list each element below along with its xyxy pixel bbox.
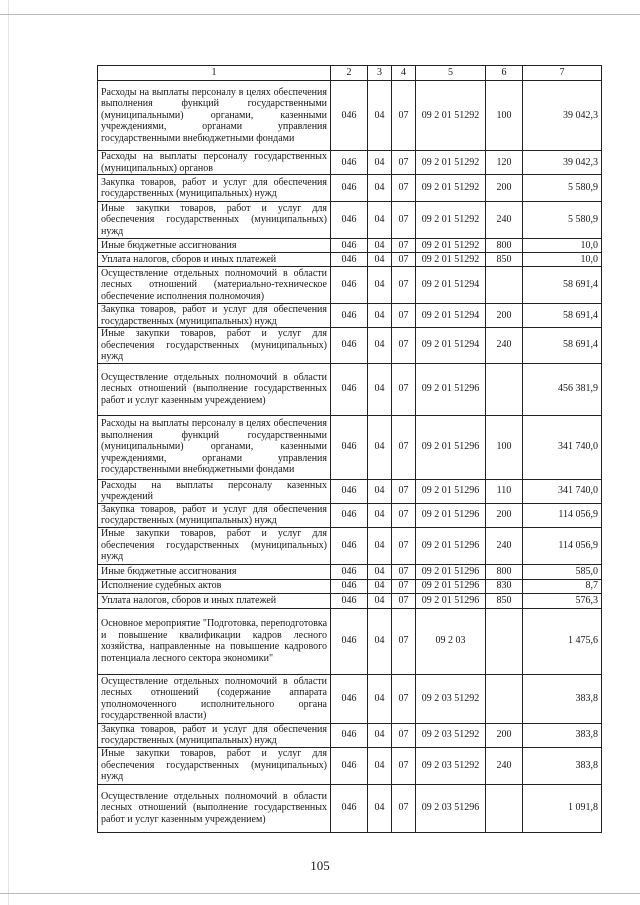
table-row	[98, 304, 602, 328]
row-expense-type	[486, 267, 523, 304]
row-target-article: 09 2 01 51296	[416, 479, 486, 503]
row-code: 046	[331, 239, 368, 253]
row-subsection: 07	[392, 674, 416, 723]
row-amount: 58 691,4	[523, 267, 602, 304]
row-section: 04	[368, 239, 392, 253]
row-target-article: 09 2 01 51296	[416, 503, 486, 527]
row-section: 04	[368, 527, 392, 564]
table-row	[98, 81, 602, 151]
table-row	[98, 151, 602, 175]
row-target-article: 09 2 01 51296	[416, 579, 486, 593]
row-code: 046	[331, 747, 368, 784]
row-section: 04	[368, 415, 392, 479]
row-amount: 114 056,9	[523, 527, 602, 564]
row-amount: 383,8	[523, 747, 602, 784]
row-name: Осуществление отдельных полномочий в области лесных отношений (материально-техническое обеспечение исполнения полномочия)	[98, 267, 331, 304]
row-expense-type: 830	[486, 579, 523, 593]
row-amount: 114 056,9	[523, 503, 602, 527]
row-amount: 1 475,6	[523, 608, 602, 674]
row-expense-type: 240	[486, 527, 523, 564]
row-amount: 1 091,8	[523, 784, 602, 832]
row-name: Расходы на выплаты персоналу казенных учреждений	[98, 479, 331, 503]
row-expense-type: 850	[486, 593, 523, 608]
row-expense-type	[486, 784, 523, 832]
row-section: 04	[368, 747, 392, 784]
header-cell-5: 5	[416, 66, 486, 81]
row-section: 04	[368, 81, 392, 151]
row-target-article: 09 2 01 51294	[416, 304, 486, 328]
table-row	[98, 723, 602, 747]
row-subsection: 07	[392, 151, 416, 175]
table-row	[98, 503, 602, 527]
row-name: Исполнение судебных актов	[98, 579, 331, 593]
row-name: Расходы на выплаты персоналу в целях обеспечения выполнения функций государственными (муниципальными) органами, казенными учреждениями, органами управления государственными внебюджетными фондами	[98, 81, 331, 151]
row-amount: 383,8	[523, 674, 602, 723]
row-target-article: 09 2 01 51292	[416, 239, 486, 253]
row-subsection: 07	[392, 253, 416, 267]
budget-table	[97, 65, 602, 833]
row-subsection: 07	[392, 415, 416, 479]
row-name: Закупка товаров, работ и услуг для обеспечения государственных (муниципальных) нужд	[98, 175, 331, 202]
row-target-article: 09 2 01 51292	[416, 253, 486, 267]
table-row	[98, 363, 602, 415]
row-code: 046	[331, 253, 368, 267]
row-expense-type: 100	[486, 415, 523, 479]
header-cell-1: 1	[98, 66, 331, 81]
row-subsection: 07	[392, 328, 416, 364]
row-subsection: 07	[392, 593, 416, 608]
table-row	[98, 239, 602, 253]
bottom-divider	[0, 893, 640, 894]
row-subsection: 07	[392, 175, 416, 202]
row-subsection: 07	[392, 579, 416, 593]
table-row	[98, 479, 602, 503]
row-target-article: 09 2 03 51296	[416, 784, 486, 832]
row-section: 04	[368, 363, 392, 415]
row-subsection: 07	[392, 239, 416, 253]
row-expense-type: 200	[486, 304, 523, 328]
row-subsection: 07	[392, 564, 416, 579]
row-section: 04	[368, 479, 392, 503]
table-row	[98, 202, 602, 239]
table-row	[98, 579, 602, 593]
header-cell-6: 6	[486, 66, 523, 81]
row-code: 046	[331, 503, 368, 527]
row-section: 04	[368, 674, 392, 723]
row-expense-type: 110	[486, 479, 523, 503]
row-code: 046	[331, 593, 368, 608]
table-row	[98, 564, 602, 579]
row-target-article: 09 2 01 51292	[416, 202, 486, 239]
row-expense-type: 120	[486, 151, 523, 175]
header-cell-2: 2	[331, 66, 368, 81]
row-expense-type: 200	[486, 175, 523, 202]
row-target-article: 09 2 01 51294	[416, 328, 486, 364]
row-target-article: 09 2 01 51296	[416, 415, 486, 479]
row-expense-type: 800	[486, 239, 523, 253]
row-target-article: 09 2 03 51292	[416, 674, 486, 723]
row-name: Иные бюджетные ассигнования	[98, 564, 331, 579]
row-name: Расходы на выплаты персоналу государственных (муниципальных) органов	[98, 151, 331, 175]
row-expense-type: 240	[486, 328, 523, 364]
row-subsection: 07	[392, 608, 416, 674]
row-amount: 5 580,9	[523, 202, 602, 239]
row-name: Основное мероприятие "Подготовка, переподготовка и повышение квалификации кадров лесного хозяйства, направленные на повышение кадрового потенциала лесного сектора экономики"	[98, 608, 331, 674]
row-code: 046	[331, 479, 368, 503]
row-code: 046	[331, 674, 368, 723]
row-subsection: 07	[392, 479, 416, 503]
row-amount: 39 042,3	[523, 81, 602, 151]
row-name: Иные закупки товаров, работ и услуг для обеспечения государственных (муниципальных) нужд	[98, 747, 331, 784]
table-row	[98, 784, 602, 832]
row-section: 04	[368, 328, 392, 364]
table-row	[98, 415, 602, 479]
row-code: 046	[331, 175, 368, 202]
row-subsection: 07	[392, 267, 416, 304]
row-section: 04	[368, 593, 392, 608]
header-cell-4: 4	[392, 66, 416, 81]
row-subsection: 07	[392, 723, 416, 747]
row-expense-type: 200	[486, 503, 523, 527]
row-section: 04	[368, 608, 392, 674]
row-amount: 58 691,4	[523, 304, 602, 328]
row-code: 046	[331, 151, 368, 175]
row-code: 046	[331, 415, 368, 479]
row-name: Иные закупки товаров, работ и услуг для обеспечения государственных (муниципальных) нужд	[98, 202, 331, 239]
row-expense-type: 240	[486, 747, 523, 784]
row-expense-type: 200	[486, 723, 523, 747]
row-target-article: 09 2 01 51296	[416, 363, 486, 415]
row-code: 046	[331, 202, 368, 239]
row-name: Закупка товаров, работ и услуг для обеспечения государственных (муниципальных) нужд	[98, 503, 331, 527]
row-target-article: 09 2 01 51296	[416, 564, 486, 579]
table-row	[98, 608, 602, 674]
row-section: 04	[368, 579, 392, 593]
row-code: 046	[331, 363, 368, 415]
row-name: Осуществление отдельных полномочий в области лесных отношений (содержание аппарата уполномоченного исполнительного органа государственной власти)	[98, 674, 331, 723]
row-name: Осуществление отдельных полномочий в области лесных отношений (выполнение государственных работ и услуг казенным учреждением)	[98, 784, 331, 832]
row-code: 046	[331, 579, 368, 593]
row-target-article: 09 2 03 51292	[416, 747, 486, 784]
row-expense-type: 240	[486, 202, 523, 239]
row-target-article: 09 2 01 51292	[416, 175, 486, 202]
row-amount: 10,0	[523, 253, 602, 267]
row-amount: 39 042,3	[523, 151, 602, 175]
row-amount: 341 740,0	[523, 479, 602, 503]
row-name: Уплата налогов, сборов и иных платежей	[98, 593, 331, 608]
row-section: 04	[368, 564, 392, 579]
row-amount: 383,8	[523, 723, 602, 747]
row-target-article: 09 2 01 51292	[416, 151, 486, 175]
table-header-row	[98, 66, 602, 81]
row-name: Иные закупки товаров, работ и услуг для обеспечения государственных (муниципальных) нужд	[98, 328, 331, 364]
row-section: 04	[368, 267, 392, 304]
header-cell-7: 7	[523, 66, 602, 81]
top-divider	[0, 14, 640, 15]
row-section: 04	[368, 202, 392, 239]
row-section: 04	[368, 723, 392, 747]
page-number: 105	[310, 858, 330, 873]
row-target-article: 09 2 03	[416, 608, 486, 674]
row-subsection: 07	[392, 503, 416, 527]
row-subsection: 07	[392, 747, 416, 784]
page-edge	[8, 0, 9, 905]
row-name: Уплата налогов, сборов и иных платежей	[98, 253, 331, 267]
row-target-article: 09 2 01 51294	[416, 267, 486, 304]
table-row	[98, 175, 602, 202]
row-expense-type: 800	[486, 564, 523, 579]
row-section: 04	[368, 304, 392, 328]
row-target-article: 09 2 01 51292	[416, 81, 486, 151]
row-section: 04	[368, 784, 392, 832]
row-code: 046	[331, 527, 368, 564]
row-subsection: 07	[392, 202, 416, 239]
table-row	[98, 674, 602, 723]
row-subsection: 07	[392, 304, 416, 328]
row-expense-type	[486, 608, 523, 674]
row-name: Иные закупки товаров, работ и услуг для обеспечения государственных (муниципальных) нужд	[98, 527, 331, 564]
row-section: 04	[368, 253, 392, 267]
row-amount: 8,7	[523, 579, 602, 593]
row-expense-type	[486, 674, 523, 723]
table-row	[98, 253, 602, 267]
header-cell-3: 3	[368, 66, 392, 81]
row-code: 046	[331, 81, 368, 151]
row-amount: 10,0	[523, 239, 602, 253]
row-name: Закупка товаров, работ и услуг для обеспечения государственных (муниципальных) нужд	[98, 723, 331, 747]
row-subsection: 07	[392, 527, 416, 564]
row-code: 046	[331, 328, 368, 364]
row-code: 046	[331, 564, 368, 579]
row-name: Осуществление отдельных полномочий в области лесных отношений (выполнение государственных работ и услуг казенным учреждением)	[98, 363, 331, 415]
row-section: 04	[368, 503, 392, 527]
row-section: 04	[368, 151, 392, 175]
row-target-article: 09 2 01 51296	[416, 593, 486, 608]
row-code: 046	[331, 267, 368, 304]
row-name: Расходы на выплаты персоналу в целях обеспечения выполнения функций государственными (муниципальными) органами, казенными учреждениями, органами управления государственными внебюджетными фондами	[98, 415, 331, 479]
table-row	[98, 593, 602, 608]
row-amount: 58 691,4	[523, 328, 602, 364]
row-amount: 576,3	[523, 593, 602, 608]
table-row	[98, 747, 602, 784]
row-amount: 5 580,9	[523, 175, 602, 202]
row-amount: 585,0	[523, 564, 602, 579]
row-expense-type	[486, 363, 523, 415]
row-expense-type: 100	[486, 81, 523, 151]
row-code: 046	[331, 304, 368, 328]
row-subsection: 07	[392, 784, 416, 832]
table-row	[98, 527, 602, 564]
row-code: 046	[331, 723, 368, 747]
table-row	[98, 267, 602, 304]
row-subsection: 07	[392, 81, 416, 151]
row-subsection: 07	[392, 363, 416, 415]
row-amount: 456 381,9	[523, 363, 602, 415]
row-code: 046	[331, 608, 368, 674]
table-row	[98, 328, 602, 364]
row-name: Иные бюджетные ассигнования	[98, 239, 331, 253]
row-expense-type: 850	[486, 253, 523, 267]
row-section: 04	[368, 175, 392, 202]
row-amount: 341 740,0	[523, 415, 602, 479]
row-name: Закупка товаров, работ и услуг для обеспечения государственных (муниципальных) нужд	[98, 304, 331, 328]
row-target-article: 09 2 01 51296	[416, 527, 486, 564]
row-code: 046	[331, 784, 368, 832]
row-target-article: 09 2 03 51292	[416, 723, 486, 747]
